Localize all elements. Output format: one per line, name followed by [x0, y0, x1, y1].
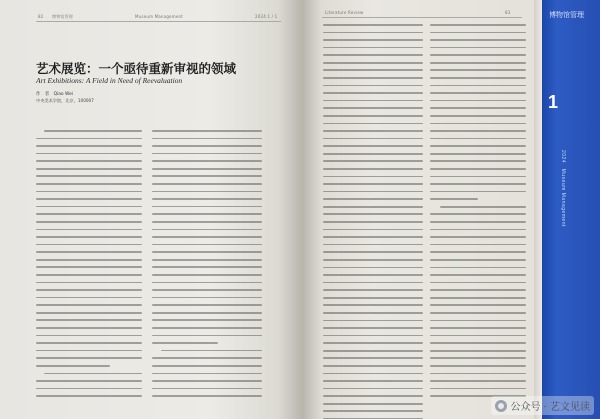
left-running-issue: 2024.1 / 1 — [255, 14, 278, 19]
left-running-title: 博物馆管理 — [52, 14, 73, 19]
magazine-cover — [542, 0, 600, 419]
wechat-icon — [495, 400, 507, 412]
left-column-2-text — [152, 130, 262, 403]
right-column-1-text — [323, 24, 423, 419]
cover-title: 博物馆管理 — [549, 11, 584, 19]
right-running-head: Literature Review — [325, 10, 364, 15]
article-author: 作 者 Qiao Wei — [36, 92, 74, 97]
left-column-1-text — [36, 130, 142, 403]
cover-issue-number: 1 — [548, 92, 559, 112]
left-page-number: 82 — [38, 14, 44, 19]
watermark-text: 公众号 · 艺文见读 — [510, 402, 590, 413]
right-header-rule — [322, 17, 522, 18]
right-page-number: 83 — [505, 10, 511, 15]
left-header-rule — [36, 21, 281, 22]
right-column-2-text — [430, 24, 526, 403]
article-title-cn: 艺术展览：一个亟待重新审视的领域 — [36, 61, 237, 76]
watermark — [491, 396, 594, 415]
article-title-en: Art Exhibitions: A Field in Need of Reevaluation — [36, 76, 183, 85]
article-affiliation: 中央美术学院，北京，100007 — [36, 98, 94, 103]
left-running-en: Museum Management — [135, 14, 183, 19]
cover-vertical-text: 2024 Museum Management — [560, 150, 566, 227]
